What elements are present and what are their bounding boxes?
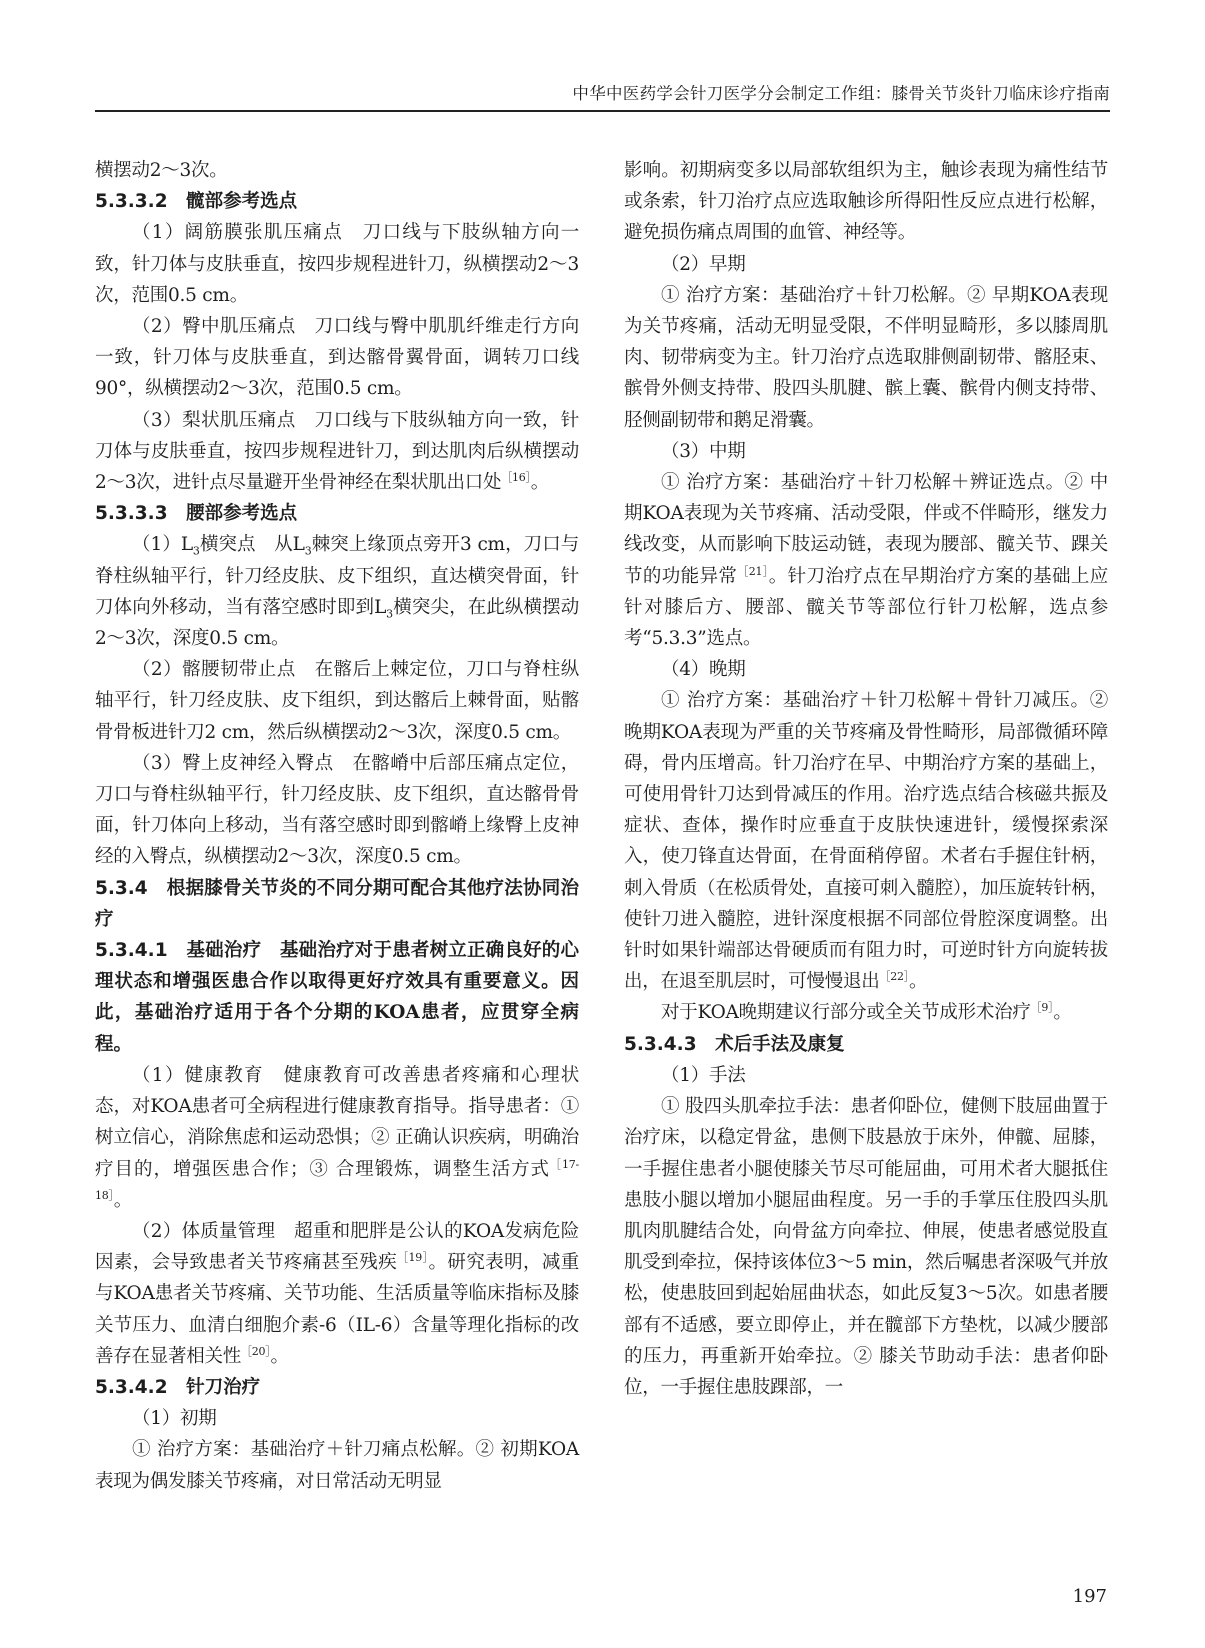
citation-ref: ［21］	[737, 564, 769, 578]
paragraph: （3）中期	[661, 440, 746, 462]
paragraph: （1）手法	[661, 1064, 746, 1086]
paragraph: （1）健康教育 健康教育可改善患者疼痛和心理状态，对KOA患者可全病程进行健康教育指导。指导患者：① 树立信心，消除焦虑和运动恐惧；② 正确认识疾病，明确治疗目的，增强医患合作；③ 合理锻炼，调整生活方式$^{[17-18]}$。	[95, 1064, 579, 1211]
section-heading-5-3-4-2: 5.3.4.2 针刀治疗	[95, 1376, 261, 1398]
paragraph: 对于KOA晚期建议行部分或全关节成形术治疗$^{[9]}$。	[661, 1001, 1072, 1024]
paragraph: ① 治疗方案：基础治疗＋针刀松解＋辨证选点。② 中期KOA表现为关节疼痛、活动受限，伴或不伴畸形，继发力线改变，从而影响下肢运动链，表现为腰部、髋关节、踝关节的功能异常$^{[21]}$。针刀治疗点在早期治疗方案的基础上应针对膝后方、腰部、髋关节等部位行针刀松解，选点参考“5.3.3”选点。	[624, 472, 1108, 650]
citation-ref: ［20］	[241, 1344, 271, 1358]
section-heading-5-3-3-2: 5.3.3.2 髋部参考选点	[95, 191, 298, 213]
paragraph: （3）臀上皮神经入臀点 在髂嵴中后部压痛点定位，刀口与脊柱纵轴平行，针刀经皮肤、皮下组织，直达髂骨骨面，针刀体向上移动，当有落空感时即到髂嵴上缘臀上皮神经的入臀点，纵横摆动2～3次，深度0.5 cm。	[95, 752, 579, 868]
paragraph: （2）臀中肌压痛点 刀口线与臀中肌肌纤维走行方向一致，针刀体与皮肤垂直，到达髂骨翼骨面，调转刀口线90°，纵横摆动2～3次，范围0.5 cm。	[95, 316, 579, 400]
paragraph: 影响。初期病变多以局部软组织为主，触诊表现为痛性结节或条索，针刀治疗点应选取触诊所得阳性反应点进行松解，避免损伤痛点周围的血管、神经等。	[624, 160, 1108, 244]
running-header	[95, 76, 1110, 118]
right-column	[624, 155, 1108, 1403]
paragraph: （2）早期	[661, 253, 746, 275]
paragraph: （3）梨状肌压痛点 刀口线与下肢纵轴方向一致，针刀体与皮肤垂直，按四步规程进针刀，到达肌肉后纵横摆动2～3次，进针点尽量避开坐骨神经在梨状肌出口处$^{[16]}$。	[95, 409, 579, 494]
paragraph: ① 治疗方案：基础治疗＋针刀松解。② 早期KOA表现为关节疼痛，活动无明显受限，不伴明显畸形，多以膝周肌肉、韧带病变为主。针刀治疗点选取腓侧副韧带、髂胫束、髌骨外侧支持带、股四头肌腱、髌上囊、髌骨内侧支持带、胫侧副韧带和鹅足滑囊。	[624, 284, 1108, 431]
paragraph: （2）体质量管理 超重和肥胖是公认的KOA发病危险因素，会导致患者关节疼痛甚至残疾$^{[19]}$。研究表明，减重与KOA患者关节疼痛、关节功能、生活质量等临床指标及膝关节压力、血清白细胞介素-6（IL-6）含量等理化指标的改善存在显著相关性$^{[20]}$。	[95, 1220, 579, 1367]
paragraph: ① 治疗方案：基础治疗＋针刀痛点松解。② 初期KOA表现为偶发膝关节疼痛，对日常活动无明显	[95, 1439, 579, 1492]
citation-ref: ［9］	[1030, 1001, 1054, 1015]
citation-ref: ［22］	[879, 970, 910, 984]
paragraph: $(1)L_3$横突点 从$L_3$棘突上缘顶点旁开3 cm，刀口与脊柱纵轴平行，针刀经皮肤、皮下组织，直达横突骨面，针刀体向外移动，当有落空感时即到$L_3$横突尖，在此纵横摆动2～3次，深度0.5 cm。	[95, 534, 579, 650]
paragraph: ① 股四头肌牵拉手法：患者仰卧位，健侧下肢屈曲置于治疗床，以稳定骨盆，患侧下肢悬放于床外，伸髋、屈膝，一手握住患者小腿使膝关节尽可能屈曲，可用术者大腿抵住患肢小腿以增加小腿屈曲程度。另一手的手掌压住股四头肌肌肉肌腱结合处，向骨盆方向牵拉、伸展，使患者感觉股直肌受到牵拉，保持该体位3～5 min，然后嘱患者深吸气并放松，使患肢回到起始屈曲状态，如此反复3～5次。如患者腰部有不适感，要立即停止，并在髋部下方垫枕，以减少腰部的压力，再重新开始牵拉。② 膝关节助动手法：患者仰卧位，一手握住患肢踝部，一	[624, 1096, 1108, 1398]
citation-ref: ［17-18］	[95, 1157, 579, 1202]
left-column	[95, 155, 579, 1497]
citation-ref: ［16］	[501, 470, 531, 484]
paragraph: （2）髂腰韧带止点 在髂后上棘定位，刀口与脊柱纵轴平行，针刀经皮肤、皮下组织，到达髂后上棘骨面，贴髂骨骨板进针刀2 cm，然后纵横摆动2～3次，深度0.5 cm。	[95, 659, 579, 743]
paragraph: ① 治疗方案：基础治疗＋针刀松解＋骨针刀减压。② 晚期KOA表现为严重的关节疼痛及骨性畸形，局部微循环障碍，骨内压增高。针刀治疗在早、中期治疗方案的基础上，可使用骨针刀达到骨减压的作用。治疗选点结合核磁共振及症状、查体，操作时应垂直于皮肤快速进针，缓慢探索深入，使刀锋直达骨面，在骨面稍停留。术者右手握住针柄，刺入骨质（在松质骨处，直接可刺入髓腔），加压旋转针柄，使针刀进入髓腔，进针深度根据不同部位骨腔深度调整。出针时如果针端部达骨硬质而有阻力时，可逆时针方向旋转拔出，在退至肌层时，可慢慢退出$^{[22]}$。	[624, 690, 1108, 993]
section-heading-5-3-3-3: 5.3.3.3 腰部参考选点	[95, 503, 298, 525]
citation-ref: ［19］	[397, 1250, 429, 1264]
section-heading-5-3-4: 5.3.4 根据膝骨关节炎的不同分期可配合其他疗法协同治疗	[95, 877, 579, 930]
section-heading-5-3-4-1: 5.3.4.1 基础治疗 基础治疗对于患者树立正确良好的心理状态和增强医患合作以取得更好疗效具有重要意义。因此，基础治疗适用于各个分期的KOA患者，应贯穿全病程。	[95, 940, 579, 1055]
paragraph: （1）阔筋膜张肌压痛点 刀口线与下肢纵轴方向一致，针刀体与皮肤垂直，按四步规程进针刀，纵横摆动2～3次，范围0.5 cm。	[95, 222, 579, 306]
section-heading-5-3-4-3: 5.3.4.3 术后手法及康复	[624, 1033, 845, 1055]
header-rule	[95, 110, 1110, 112]
paragraph: 横摆动2～3次。	[95, 160, 228, 181]
paragraph: （1）初期	[132, 1408, 217, 1430]
journal-header-title: 中华中医药学会针刀医学分会制定工作组：膝骨关节炎针刀临床诊疗指南	[572, 84, 1110, 103]
page-number: 197	[1072, 1586, 1107, 1607]
paragraph: （4）晚期	[661, 659, 746, 681]
